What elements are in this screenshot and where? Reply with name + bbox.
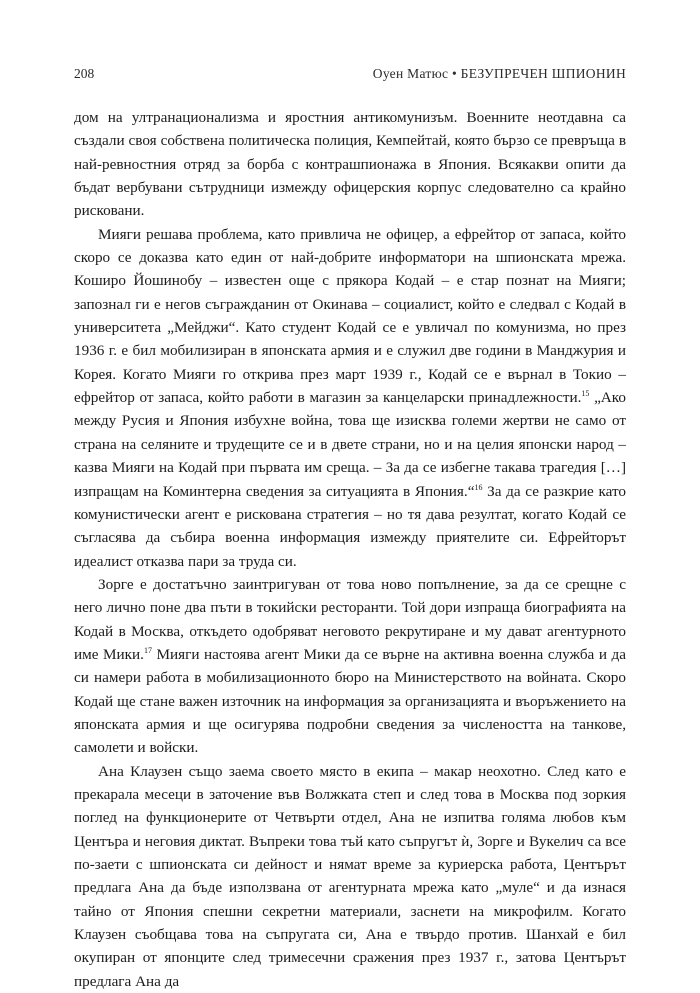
paragraph-text: Ана Клаузен също заема своето място в екипа – макар неохотно. След като е прекарала месеци в заточение във Волжката степ и след това в Москва под зоркия поглед на функционерите от Четвърти отдел, Ана не изпитва голяма любов към Центъра и неговия диктат. Въпреки това тъй като съпругът ѝ, Зорге и Вукелич са все по-заети с шпионската си дейност и нямат време за куриерска работа, Центърът предлага Ана да бъде използвана от агентурната мрежа като „муле“ и да изнася тайно от Япония спешни секретни материали, заснети на микрофилм. Когато Клаузен съобщава това на съпругата си, Ана е твърдо против. Шанхай е бил окупиран от японците след тримесечни сражения през 1937 г., затова Центърът предлага Ана да (74, 762, 626, 990)
paragraph-text: Мияги решава проблема, като привлича не офицер, а ефрейтор от запаса, който скоро се доказва като един от най-добрите информатори на шпионската мрежа. Коширо Йошинобу – известен още с прякора Кодай – е стар познат на Мияги; запознал ги е негов съгражданин от Окинава – социалист, който е следвал с Кодай в университета „Мейджи“. Като студент Кодай се е увличал по комунизма, но през 1936 г. е бил мобилизиран в японската армия и е служил две години в Манджурия и Корея. Когато Мияги го открива през март 1939 г., Кодай се е върнал в Токио – ефрейтор от запаса, който работи в магазин за канцеларски принадлежности. (74, 225, 626, 407)
page-number: 208 (74, 66, 95, 81)
paragraph (74, 760, 626, 993)
footnote-ref: 15 (581, 389, 590, 399)
paragraph-text: Зорге е достатъчно заинтригуван от това ново попълнение, за да се срещне с него лично поне два пъти в токийски ресторанти. Той дори изпраща биографията на Кодай в Москва, откъдето одобряват неговото рекрутиране и му дават агентурното име Мики. (74, 575, 626, 663)
running-head: Оуен Матюс • БЕЗУПРЕЧЕН ШПИОНИН (372, 66, 626, 81)
paragraph (74, 106, 626, 223)
paragraph-text: За да се разкрие като комунистически агент е рискована стратегия – но тя дава резултат, когато Кодай се съгласява да събира военна информация измежду приятелите си. Ефрейторът идеалист отказва пари за труда си. (74, 482, 626, 570)
paragraph-text: дом на ултранационализма и яростния антикомунизъм. Военните неотдавна са създали своя собствена политическа полиция, Кемпейтай, която бързо се превръща в най-ревностния отряд за борба с контрашпионажа в Япония. Всякакви опити да бъдат вербувани сътрудници измежду офицерския корпус следователно са крайно рисковани. (74, 109, 626, 220)
paragraph (74, 223, 626, 573)
paragraph (74, 573, 626, 760)
footnote-ref: 16 (474, 482, 483, 492)
page-header (74, 66, 626, 86)
paragraph-text: Мияги настоява агент Мики да се върне на активна военна служба и да си намери работа в мобилизационното бюро на Министерството на войната. Скоро Кодай ще стане важен източник на информация за организацията и въоръжението на японската армия и ще осигурява подробни сведения за числеността на танкове, самолети и войски. (74, 645, 626, 757)
footnote-ref: 17 (143, 645, 152, 655)
body-text (74, 106, 626, 993)
paragraph-text: „Ако между Русия и Япония избухне война, това ще изисква големи жертви не само от страна на селяните и трудещите се и в двете страни, но и на целия японски народ – казва Мияги на Кодай при първата им среща. – За да се избегне такава трагедия […] изпращам на Коминтерна сведения за ситуацията в Япония.“ (74, 389, 626, 500)
